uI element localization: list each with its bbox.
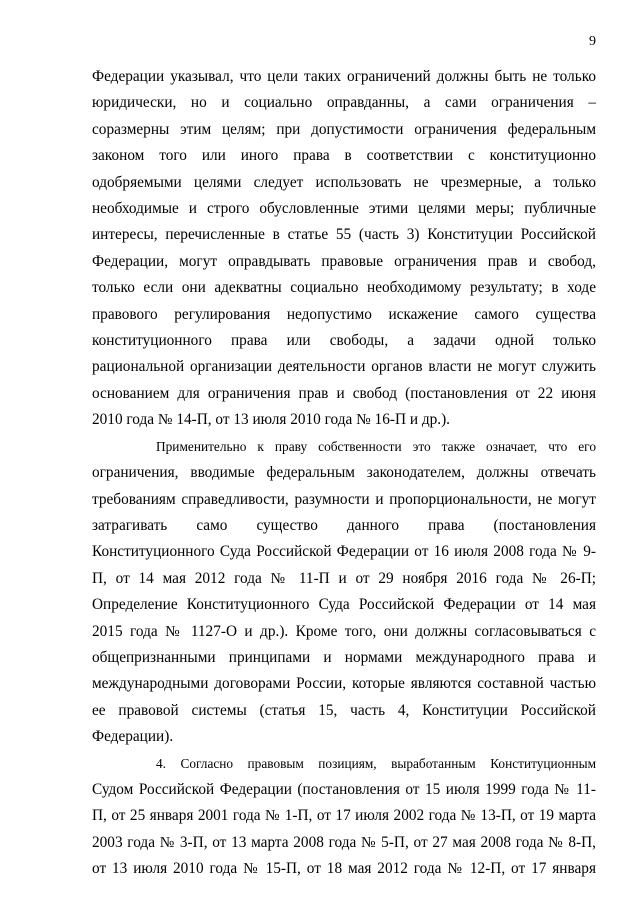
text-line: от 13 июля 2010 года № 15-П, от 18 мая 2012 года № 12-П, от 17 января [92, 860, 596, 878]
text-line: Федерации). [92, 728, 174, 746]
text-line: международными договорами России, которые являются составной частью [92, 675, 596, 693]
paragraph-3 [92, 751, 596, 883]
text-line: Конституционного Суда Российской Федерации от 16 июля 2008 года № 9- [92, 543, 596, 561]
paragraph-1 [92, 64, 596, 434]
text-line: интересы, перечисленные в статье 55 (часть 3) Конституции Российской [92, 226, 596, 244]
document-body [92, 64, 596, 883]
text-line: 2015 года № 1127-О и др.). Кроме того, они должны согласовываться с [92, 622, 596, 640]
text-line: Определение Конституционного Суда Российской Федерации от 14 мая [92, 596, 596, 614]
text-line: соразмерны этим целям; при допустимости ограничения федеральным [92, 120, 596, 138]
text-line: необходимые и строго обусловленные этими целями меры; публичные [92, 200, 596, 218]
page-number: 9 [589, 34, 596, 49]
text-line: требованиям справедливости, разумности и пропорциональности, не могут [92, 490, 596, 508]
text-line: ее правовой системы (статья 15, часть 4, Конституции Российской [92, 701, 596, 719]
text-line: только если они адекватны социально необходимому результату; в ходе [92, 279, 596, 297]
text-line: рациональной организации деятельности органов власти не могут служить [92, 358, 596, 376]
text-line: Федерации, могут оправдывать правовые ограничения прав и свобод, [92, 252, 596, 270]
paragraph-2 [92, 434, 596, 751]
text-line: П, от 14 мая 2012 года № 11-П и от 29 ноября 2016 года № 26-П; [92, 569, 596, 587]
text-line: затрагивать само существо данного права (постановления [92, 516, 596, 534]
text-line: 2010 года № 14-П, от 13 июля 2010 года № 16-П и др.). [92, 411, 451, 429]
text-line: основанием для ограничения прав и свобод (постановления от 22 июня [92, 384, 596, 402]
text-line: Применительно к праву собственности это также означает, что его [156, 438, 596, 454]
text-line: ограничения, вводимые федеральным законодателем, должны отвечать [92, 464, 596, 482]
text-line: законом того или иного права в соответствии с конституционно [92, 147, 596, 165]
text-line: общепризнанными принципами и нормами международного права и [92, 648, 596, 666]
text-line: юридически, но и социально оправданны, а сами ограничения – [92, 94, 596, 112]
text-line: конституционного права или свободы, а задачи одной только [92, 332, 596, 350]
text-line: правового регулирования недопустимо искажение самого существа [92, 305, 596, 323]
text-line: 4. Согласно правовым позициям, выработанным Конституционным [156, 755, 596, 771]
text-line: Судом Российской Федерации (постановления от 15 июля 1999 года № 11- [92, 780, 596, 798]
text-line: 2003 года № 3-П, от 13 марта 2008 года № 5-П, от 27 мая 2008 года № 8-П, [92, 833, 596, 851]
text-line: Федерации указывал, что цели таких ограничений должны быть не только [92, 68, 596, 85]
text-line: одобряемыми целями следует использовать не чрезмерные, а только [92, 173, 596, 191]
text-line: П, от 25 января 2001 года № 1-П, от 17 июля 2002 года № 13-П, от 19 марта [92, 807, 596, 825]
